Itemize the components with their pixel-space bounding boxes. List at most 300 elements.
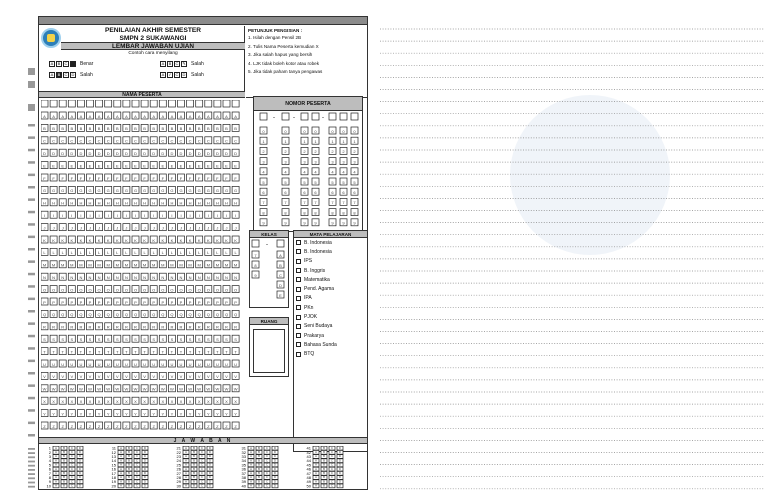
timing-mark [28,104,35,111]
name-letter-box[interactable] [114,100,121,107]
bubble-label: H [179,200,183,206]
bubble-label: V [61,374,65,380]
bubble-label: Z [188,423,192,429]
timing-mark [28,397,35,400]
bubble-label: R [188,324,192,330]
name-letter-box[interactable] [159,100,166,107]
bubble-label: C [70,138,74,144]
name-letter-box[interactable] [187,100,194,107]
bubble-label: B [322,450,326,454]
bubble-label: 1 [303,139,306,144]
mapel-checkbox[interactable] [296,268,301,273]
bubble-label: S [188,337,192,342]
bubble-label: 2 [303,149,306,155]
bubble-label: S [61,337,65,342]
mapel-checkbox[interactable] [296,333,301,338]
bubble-label: D [152,151,156,156]
bubble-label: H [106,200,110,206]
bubble-label: B [127,450,131,454]
mapel-checkbox[interactable] [296,240,301,245]
bubble-label: G [224,188,229,194]
mapel-item[interactable] [294,266,367,275]
bubble-label: A [249,458,253,463]
bubble-label: Q [88,312,92,318]
bubble-label: R [106,324,110,330]
bubble-label: 3 [314,159,317,165]
mapel-checkbox[interactable] [296,305,301,310]
name-letter-box[interactable] [150,100,157,107]
bubble-label: B [192,479,196,484]
question-number: 44 [306,458,311,464]
bubble-label: R [152,324,156,330]
bubble-label: Q [179,312,183,318]
timing-mark [28,473,35,475]
bubble-label: E [115,163,119,169]
question-number: 31 [241,446,246,451]
bubble-label: C [215,138,219,144]
bubble-label: M [61,262,65,268]
nomor-digit-box[interactable] [260,113,267,120]
bubble-label: A [249,462,253,467]
bubble-label: D [97,151,101,156]
sheet-title: LEMBAR JAWABAN UJIAN [61,42,245,50]
bubble-label: M [152,262,156,268]
bubble-label: D [143,466,147,471]
exam-title: PENILAIAN AKHIR SEMESTER [104,27,202,34]
bubble-label: X [161,399,165,404]
question-number: 35 [241,462,246,468]
bubble-label: P [125,299,128,305]
bubble-label: W [170,386,174,392]
bubble-label: W [69,386,74,392]
kelas-box-input[interactable] [277,240,284,247]
bubble-label: D [143,458,147,463]
bubble-label: 7 [342,200,345,206]
bubble-label: L [143,250,146,256]
bubble-label: V [97,374,101,380]
bubble-label: B [322,454,326,459]
bubble-label: D [338,483,342,488]
bubble-label: A [119,475,123,480]
bubble-label: S [143,337,146,342]
mata-pelajaran-header: MATA PELAJARAN [294,231,367,238]
bubble-label: D [78,446,82,450]
mapel-label: Pend. Agama [304,286,335,293]
bubble-label: C [161,138,165,144]
bubble-label: Z [170,423,174,429]
mapel-item[interactable] [294,257,367,266]
bubble-label: B [192,446,196,450]
bubble-label: T [134,349,137,355]
bubble-label: V [206,374,210,380]
bubble-label: D [143,471,147,475]
name-letter-box[interactable] [141,100,148,107]
bubble-label: B [234,126,237,132]
bubble-label: B [152,126,156,132]
timing-mark [28,482,35,484]
bubble-label: O [88,287,92,293]
bubble-label: A [184,450,188,454]
mapel-checkbox[interactable] [296,249,301,254]
bubble-label: B [161,126,165,132]
bubble-label: P [225,299,228,305]
bubble-label: 7 [254,252,257,258]
bubble-label: N [97,275,101,280]
bubble-label: F [197,175,201,181]
mapel-label: B. Inggris [304,267,326,274]
nomor-digit-box[interactable] [329,113,336,120]
bubble-label: B [127,446,131,450]
bubble-label: W [97,386,101,392]
name-letter-box[interactable] [205,100,212,107]
bubble-label: Z [207,423,210,429]
bubble-label: V [79,374,83,380]
bubble-label: I [207,213,209,218]
bubble-label: I [225,213,228,218]
timing-mark [28,260,35,263]
mapel-item[interactable] [294,350,367,359]
bubble-label: U [197,361,201,367]
bubble-label: K [52,237,55,243]
question-number: 40 [241,483,246,489]
bubble-label: E [216,163,219,169]
bubble-label: U [124,361,128,367]
bubble-label: C [134,138,137,144]
mapel-checkbox[interactable] [296,315,301,320]
bubble-label: F [207,175,210,181]
bubble-label: Z [152,423,155,429]
bubble-label: M [142,262,147,268]
name-letter-box[interactable] [41,100,48,107]
bubble-label: A [54,462,58,467]
bubble-label: R [179,324,183,330]
name-letter-box[interactable] [168,100,175,107]
bubble-label: C [200,446,204,450]
bubble-label: B [322,462,326,467]
name-letter-box[interactable] [59,100,66,107]
mapel-item[interactable] [294,331,367,340]
bubble-label: B [43,126,46,132]
bubble-label: R [215,324,219,330]
mapel-label: B. Indonesia [304,239,332,246]
bubble-label: J [89,225,91,231]
bubble-label: O [106,287,110,293]
timing-mark [28,409,35,412]
bubble-label: I [43,213,46,218]
bubble-label: U [88,361,92,367]
bubble-label: X [61,399,65,404]
bubble-label: 1 [342,139,345,144]
bubble-label: 8 [342,210,345,216]
bubble-label: M [124,262,129,268]
bubble-label: H [79,200,83,206]
bubble-label: C [200,462,204,467]
bubble-label: Y [97,411,101,417]
example-wrong-1: A B C D Salah [50,72,93,78]
bubble-label: G [42,188,47,194]
bubble-label: E [225,163,228,169]
mapel-checkbox[interactable] [296,296,301,301]
bubble-label: E [43,163,46,169]
kelas-box-input[interactable] [252,240,259,247]
bubble-label: W [160,386,165,392]
bubble-label: I [80,213,82,218]
bubble-label: C [135,446,139,450]
bubble-label: A [249,479,253,484]
bubble-label: Q [234,312,238,318]
question-number: 29 [176,479,181,485]
bubble-label: D [188,151,192,156]
name-letter-box[interactable] [105,100,112,107]
bubble-label: C [70,466,74,471]
bubble-label: A [184,458,188,463]
bubble-label: K [125,237,128,243]
bubble-label: G [152,188,156,194]
bubble-label: V [70,374,74,380]
bubble-label: 5 [314,179,317,185]
bubble-label: C [200,466,204,471]
bubble-label: V [170,374,174,380]
bubble-label: C [200,450,204,454]
timing-mark [28,469,35,471]
bubble-label: G [70,188,74,194]
name-letter-box[interactable] [223,100,230,107]
name-letter-box[interactable] [232,100,239,107]
bubble-label: D [273,446,277,450]
bubble-label: F [106,175,110,181]
jawaban-grid[interactable] [42,446,366,489]
bubble-label: 4 [284,169,287,175]
bubble-label: Y [52,411,55,417]
bubble-label: C [79,138,83,144]
mapel-label: BTQ [304,351,315,358]
bubble-label: A [52,113,55,119]
bubble-label: L [179,250,183,256]
bubble-label: A [184,462,188,467]
bubble-label: Y [206,411,210,417]
bubble-label: H [88,200,92,206]
bubble-label: B [127,454,131,459]
question-number: 24 [176,458,181,464]
bubble-label: X [70,399,74,404]
timing-mark [28,456,35,458]
bubble-label: D [143,454,147,459]
mapel-item[interactable] [294,284,367,293]
bubble-label: J [161,225,164,231]
bubble-label: C [265,454,269,459]
name-letter-box[interactable] [50,100,57,107]
answer-sheet [38,16,368,490]
name-letter-box[interactable] [123,100,130,107]
bubble-label: B [106,126,110,132]
bubble-label: D [338,458,342,463]
bubble-label: A [249,471,253,475]
bubble-label: L [88,250,92,256]
mapel-item[interactable] [294,275,367,284]
bubble-label: P [115,299,119,305]
ruang-input[interactable] [253,329,285,373]
mapel-checkbox[interactable] [296,277,301,282]
bubble-label: Y [152,411,156,417]
nomor-digit-box[interactable] [340,113,347,120]
name-letter-box[interactable] [214,100,221,107]
bubble-label: I [116,213,118,218]
bubble-label: G [206,188,210,194]
bubble-label: W [224,386,229,392]
bubble-label: D [208,475,212,480]
bubble-label: E [179,163,183,169]
name-letter-box[interactable] [77,100,84,107]
mapel-checkbox[interactable] [296,342,301,347]
bubble-label: W [79,386,83,392]
bubble-label: T [179,349,183,355]
bubble-label: D [273,458,277,463]
bubble-label: Q [70,312,74,318]
example-wrong-3: A ✓ C D Salah [161,72,204,78]
name-letter-box[interactable] [68,100,75,107]
nomor-digit-box[interactable] [312,113,319,120]
question-number: 30 [176,483,181,489]
nomor-peserta-grid[interactable] [254,111,362,231]
nomor-digit-box[interactable] [301,113,308,120]
bubble-label: C [200,483,204,488]
bubble-label: Y [188,411,192,417]
mapel-checkbox[interactable] [296,259,301,264]
mapel-item[interactable] [294,322,367,331]
bubble-label: A [184,471,188,475]
bubble-label: Q [115,312,119,318]
nomor-digit-box[interactable] [282,113,289,120]
name-letter-box[interactable] [96,100,103,107]
mapel-checkbox[interactable] [296,287,301,292]
bubble-label: N [161,275,165,280]
timing-mark [28,384,35,387]
bubble-label: A [188,113,192,119]
question-number: 1 [48,446,51,451]
nama-peserta-grid[interactable] [41,100,243,437]
bubble-label: B [322,458,326,463]
mapel-label: Bahasa Sunda [304,341,337,348]
question-number: 20 [111,483,116,489]
nomor-digit-box[interactable] [351,113,358,120]
bubble-label: C [70,450,74,454]
sheet-top-bar [39,17,367,25]
bubble-label: L [161,250,164,256]
bubble-label: O [79,287,83,293]
mapel-item[interactable] [294,303,367,312]
bubble-label: Y [43,411,46,417]
bubble-label: K [79,237,83,243]
bubble-label: G [234,188,238,194]
bubble-label: A [61,113,65,119]
bubble-label: Q [124,312,128,318]
mapel-item[interactable] [294,294,367,303]
bubble-label: N [134,275,137,280]
kelas-grid[interactable] [250,238,288,306]
mapel-item[interactable] [294,340,367,349]
bubble-label: R [170,324,174,330]
bubble-label: U [206,361,210,367]
bubble-label: D [78,471,82,475]
bubble-label: 2 [331,149,334,155]
bubble-label: P [197,299,201,305]
bubble-label: 9 [353,220,356,226]
bubble-label: G [170,188,174,194]
bubble-label: Y [170,411,174,417]
bubble-label: F [143,175,146,181]
name-letter-box[interactable] [132,100,139,107]
bubble-label: 2 [342,149,345,155]
bubble-label: A [314,466,318,471]
bubble-label: M [42,262,47,268]
school-logo-icon [41,28,61,48]
bubble-label: N [124,275,128,280]
bubble-label: B [192,483,196,488]
mapel-item[interactable] [294,247,367,256]
bubble-label: C [206,138,210,144]
bubble-label: F [88,175,92,181]
bubble-label: Y [125,411,128,417]
bubble-label: 4 [353,169,356,175]
bubble-label: 1 [353,139,356,144]
name-letter-box[interactable] [87,100,94,107]
bubble-label: D [78,479,82,484]
bubble-label: A [249,466,253,471]
bubble-label: C [265,462,269,467]
bubble-label: A [279,252,282,258]
mapel-checkbox[interactable] [296,352,301,357]
bubble-label: N [197,275,201,280]
bubble-label: G [61,188,65,194]
bubble-label: X [234,399,237,404]
bubble-label: A [119,479,123,484]
bubble-label: L [234,250,237,256]
bubble-label: Z [197,423,201,429]
bubble-label: Q [161,312,165,318]
mapel-checkbox[interactable] [296,324,301,329]
instructions [246,26,368,98]
bubble-label: C [265,475,269,480]
bubble-label: X [188,399,192,404]
bubble-label: E [61,163,65,169]
bubble-label: C [330,471,334,475]
bubble-label: R [161,324,165,330]
bubble-label: 6 [262,190,265,195]
bubble-label: D [124,151,128,156]
bubble-label: B [257,458,261,463]
bubble-label: 2 [314,149,317,155]
name-letter-box[interactable] [196,100,203,107]
bubble-label: A [54,446,58,450]
bubble-label: M [206,262,210,268]
bubble-label: C [106,138,110,144]
timing-mark [28,211,35,214]
bubble-label: W [42,386,47,392]
question-number: 6 [48,466,51,472]
question-number: 17 [111,470,116,476]
bubble-label: J [234,225,237,231]
bubble-label: 9 [284,220,287,226]
bubble-label: V [197,374,201,380]
name-letter-box[interactable] [178,100,185,107]
bubble-label: B [216,126,219,132]
question-number: 11 [111,446,116,451]
bubble-label: I [198,213,200,218]
separator-dash: - [273,115,275,121]
mapel-item[interactable] [294,312,367,321]
bubble-label: K [43,237,46,243]
mapel-item[interactable] [294,238,367,247]
